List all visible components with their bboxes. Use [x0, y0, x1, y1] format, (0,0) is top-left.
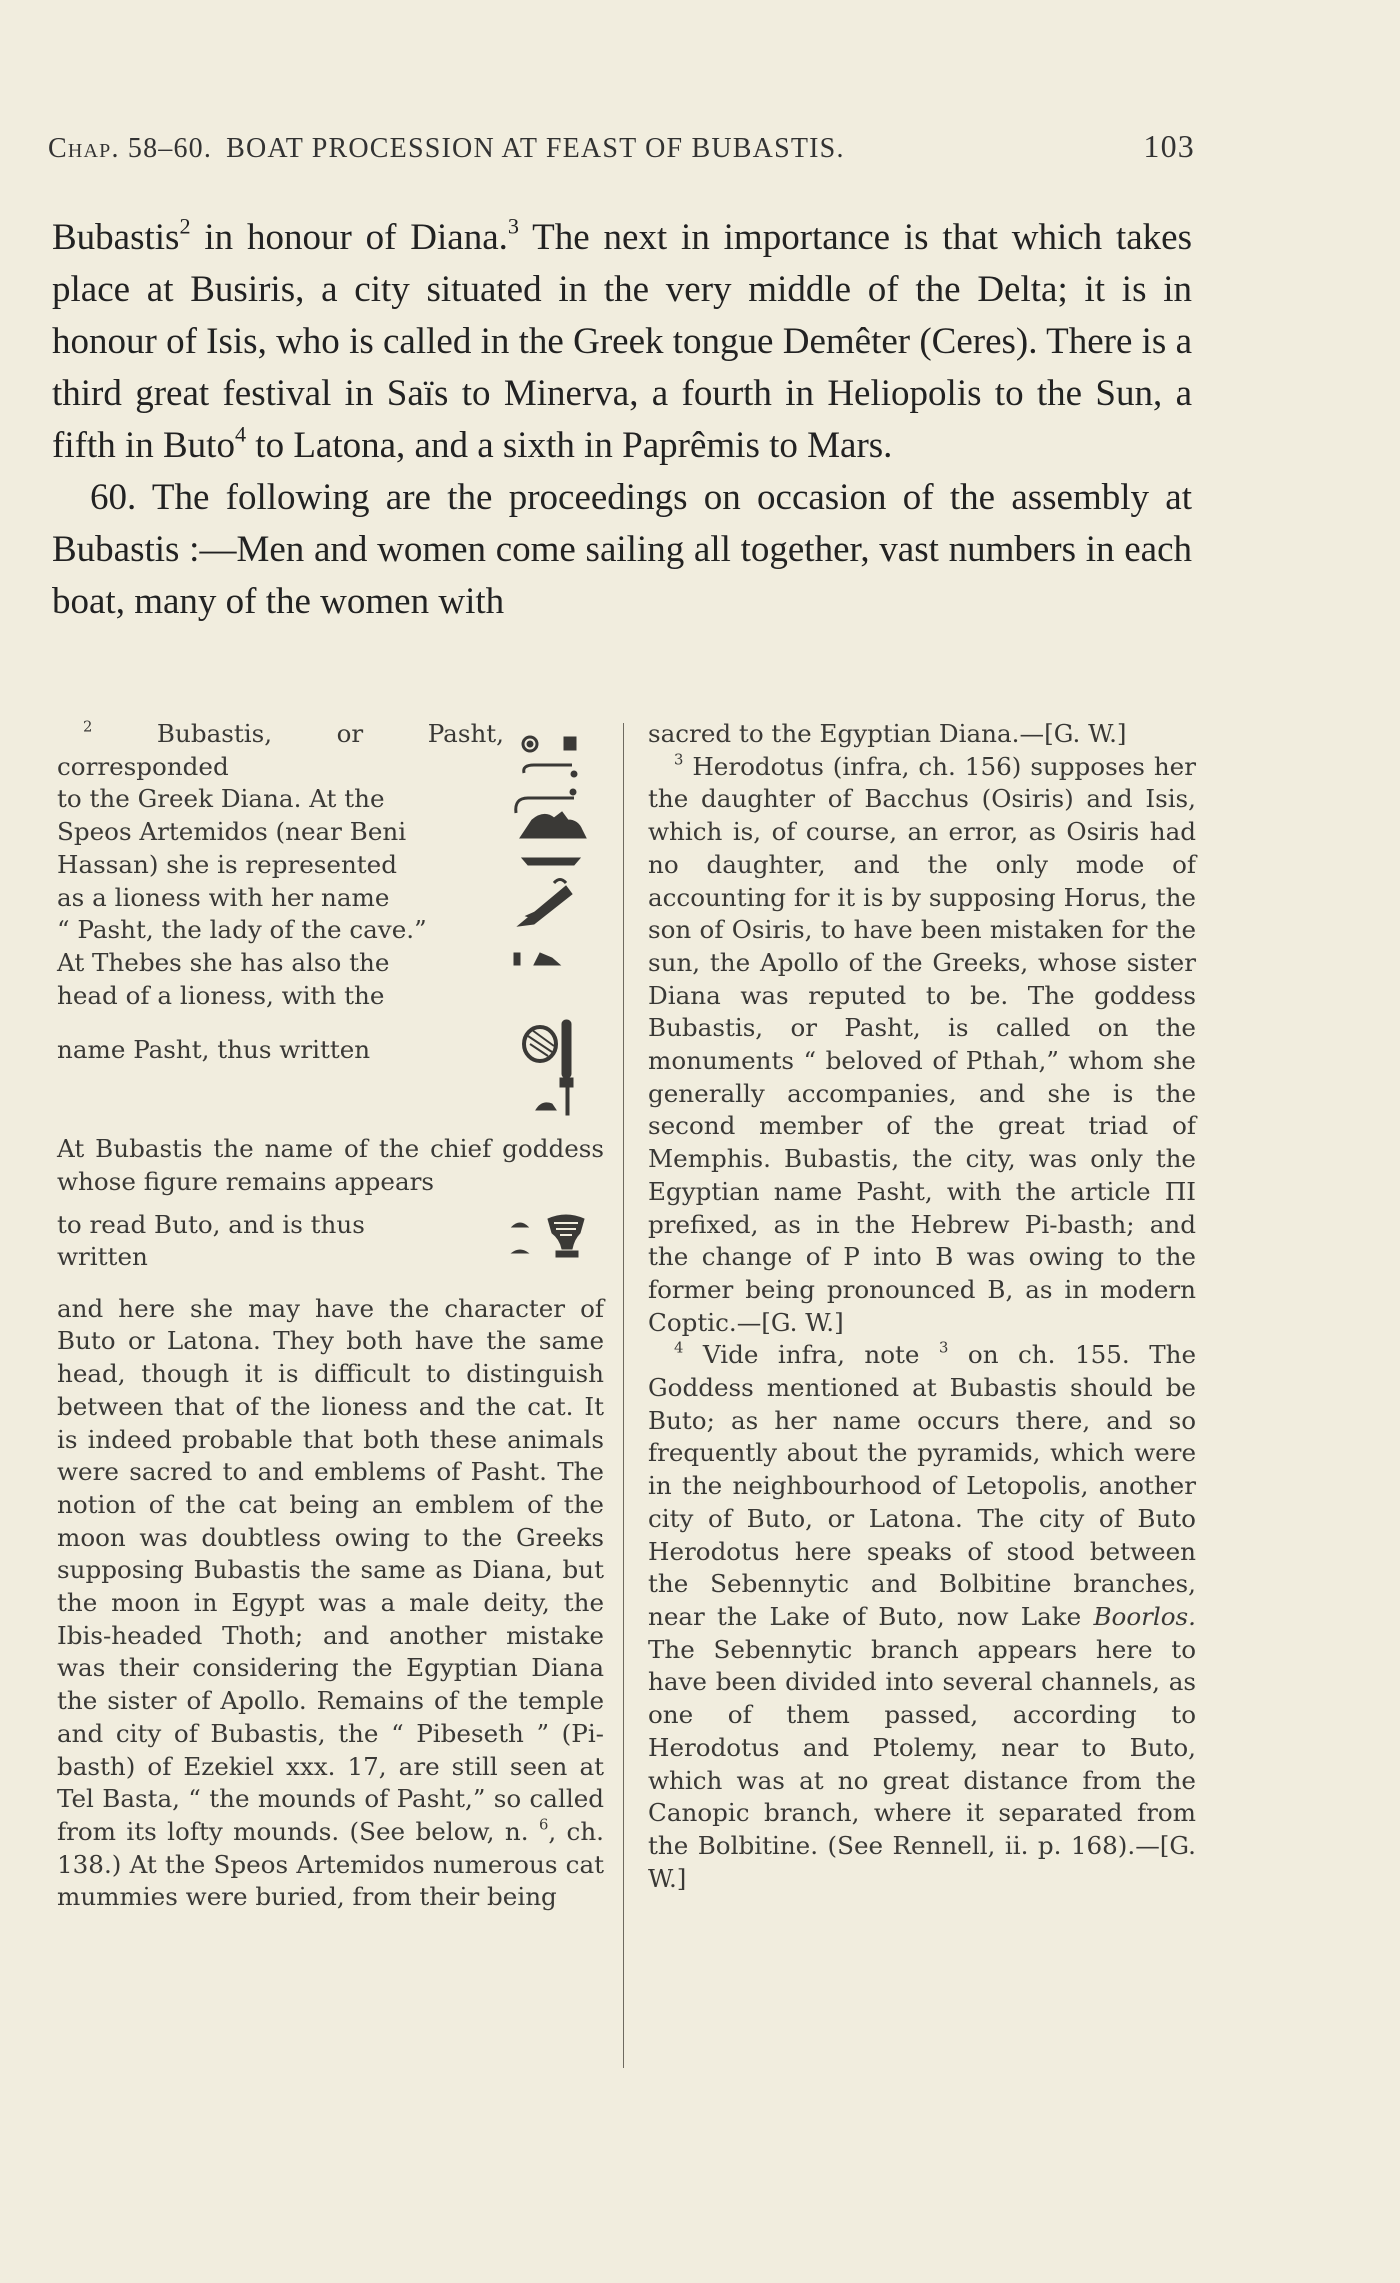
hieroglyph-group-buto: [504, 1209, 604, 1279]
footnote-2-line: Speos Artemidos (near Beni: [57, 817, 407, 847]
page-number: 103: [1143, 128, 1195, 164]
footnote-2-body-text: and here she may have the character of Buto or Latona. They both have the same head, though it is difficult to distinguish between that of the lioness and the cat. It is indeed probable that both these animals were sacred to and emblems of Pasht. The notion of the cat being an emblem of the moon was doubtless owing to the Greeks supposing Bubastis the same as Diana, but the moon in Egypt was a male deity, the Ibis-headed Thoth; and another mistake was their considering the Egyptian Diana the sister of Apollo. Remains of the temple and city of Bubastis, the “ Pibeseth ” (Pi-basth) of Ezekiel xxx. 17, are still seen at Tel Basta, “ the mounds of Pasht,” so called from its lofty mounds. (See below, n.: [57, 1293, 604, 1846]
footnote-4-inner-sup: 3: [939, 1340, 949, 1358]
footnote-ref-3: 3: [507, 213, 519, 239]
main-text-run: to Latona, and a sixth in Paprêmis to Mars.: [246, 425, 893, 466]
footnote-2-line: to the Greek Diana. At the: [57, 784, 385, 814]
main-text-run: The next in importance is that which takes place at Busiris, a city situated in the very middle of the Delta; it is in honour of Isis, who is called in the Greek tongue Demêter (Ceres). There is a third great festival in Saïs to Minerva, a fourth in Heliopolis to the Sun, a fifth in Buto: [52, 217, 1192, 466]
footnote-2-line: head of a lioness, with the: [57, 980, 385, 1010]
footnote-2-body: [57, 1293, 604, 1914]
footnote-ref-4: 4: [234, 421, 247, 447]
footnote-4-text: Vide infra, note: [683, 1340, 939, 1370]
chapter-ref: Chap. 58–60.: [48, 133, 213, 164]
footnote-2-body-sup: 6: [538, 1816, 549, 1834]
footnotes-left-column: [57, 718, 604, 1914]
footnote-mark-4: 4: [674, 1340, 684, 1358]
main-paragraph-2: 60. The following are the proceedings on occasion of the assembly at Bubastis :—Men and women come sailing all together, vast numbers in each boat, many of the women with: [52, 477, 1192, 622]
footnote-2-line: “ Pasht, the lady of the cave.”: [57, 915, 427, 945]
footnote-ref-2: 2: [179, 213, 191, 239]
footnote-2-with-glyphs: [57, 718, 604, 1012]
column-divider: [623, 723, 624, 2068]
buto-hieroglyph-icon: [504, 1209, 594, 1279]
chief-goddess-text: At Bubastis the name of the chief goddess whose figure remains appears: [57, 1134, 604, 1197]
hieroglyph-column-icon: [504, 718, 594, 1008]
hieroglyph-group-pasht-lady-of-cave: [504, 718, 604, 1008]
pasht-written-line: name Pasht, thus written: [57, 1035, 371, 1065]
buto-written-row: [57, 1209, 604, 1279]
footnote-4-italic: Boorlos.: [1093, 1601, 1196, 1631]
footnote-4: [648, 1339, 1196, 1895]
footnote-2-text: Bubastis, or Pasht, corresponded: [57, 719, 504, 781]
main-paragraph-1: [52, 212, 1192, 472]
footnote-2-body-end: , ch. 138.) At the Speos Artemidos numerous cat mummies were buried, from their being: [57, 1816, 604, 1912]
running-header: [48, 128, 1195, 178]
footnote-4-text: The Sebennytic branch appears here to have been divided into several channels, as one of them passed, according to Herodotus and Ptolemy, near to Buto, which was at no great distance from the Canopic branch, where it separated from the Bolbitine. (See Rennell, ii. p. 168).—[G. W.]: [648, 1634, 1196, 1893]
footnote-2-line: Hassan) she is represented: [57, 849, 397, 879]
footnotes-right-column: [648, 718, 1196, 1895]
pasht-hieroglyph-icon: [504, 1014, 594, 1119]
buto-line-2: written: [57, 1242, 148, 1272]
footnote-2-line: as a lioness with her name: [57, 882, 390, 912]
main-text: [52, 212, 1192, 628]
footnote-3-text: Herodotus (infra, ch. 156) supposes her the daughter of Bacchus (Osiris) and Isis, which is, of course, an error, as Osiris had no daughter, and the only mode of accounting for it is by supposing Horus, the son of Osiris, to have been mistaken for the sun, the Apollo of the Greeks, whose sister Diana was reputed to be. The goddess Bubastis, or Pasht, is called on the monuments “ beloved of Pthah,” whom she generally accompanies, and she is the second member of the great triad of Memphis. Bubastis, the city, was only the Egyptian name Pasht, with the article ΠΙ prefixed, as in the Hebrew Pi-basth; and the change of P into B was owing to the former being pronounced B, as in modern Coptic.—[G. W.]: [648, 751, 1196, 1337]
footnote-2-line: [57, 718, 504, 783]
pasht-written-row: [57, 1014, 604, 1119]
buto-line-1: to read Buto, and is thus: [57, 1209, 365, 1239]
running-title: BOAT PROCESSION AT FEAST OF BUBASTIS.: [226, 133, 845, 164]
main-text-run: Bubastis: [52, 217, 180, 258]
footnote-2-line: At Thebes she has also the: [57, 947, 390, 977]
footnote-mark-2: 2: [83, 718, 93, 736]
hieroglyph-group-pasht: [504, 1014, 604, 1119]
main-text-run: in honour of Diana.: [190, 217, 508, 258]
footnote-4-text: on ch. 155. The Goddess mentioned at Bubastis should be Buto; as her name occurs there, and so frequently about the pyramids, which were in the neighbourhood of Letopolis, another city of Buto, or Latona. The city of Buto Herodotus here speaks of stood between the Sebennytic and Bolbitine branches, near the Lake of Buto, now Lake: [648, 1340, 1196, 1631]
footnote-2-continuation: sacred to the Egyptian Diana.—[G. W.]: [648, 719, 1127, 748]
footnote-mark-3: 3: [674, 751, 684, 769]
footnote-3: [648, 751, 1196, 1340]
